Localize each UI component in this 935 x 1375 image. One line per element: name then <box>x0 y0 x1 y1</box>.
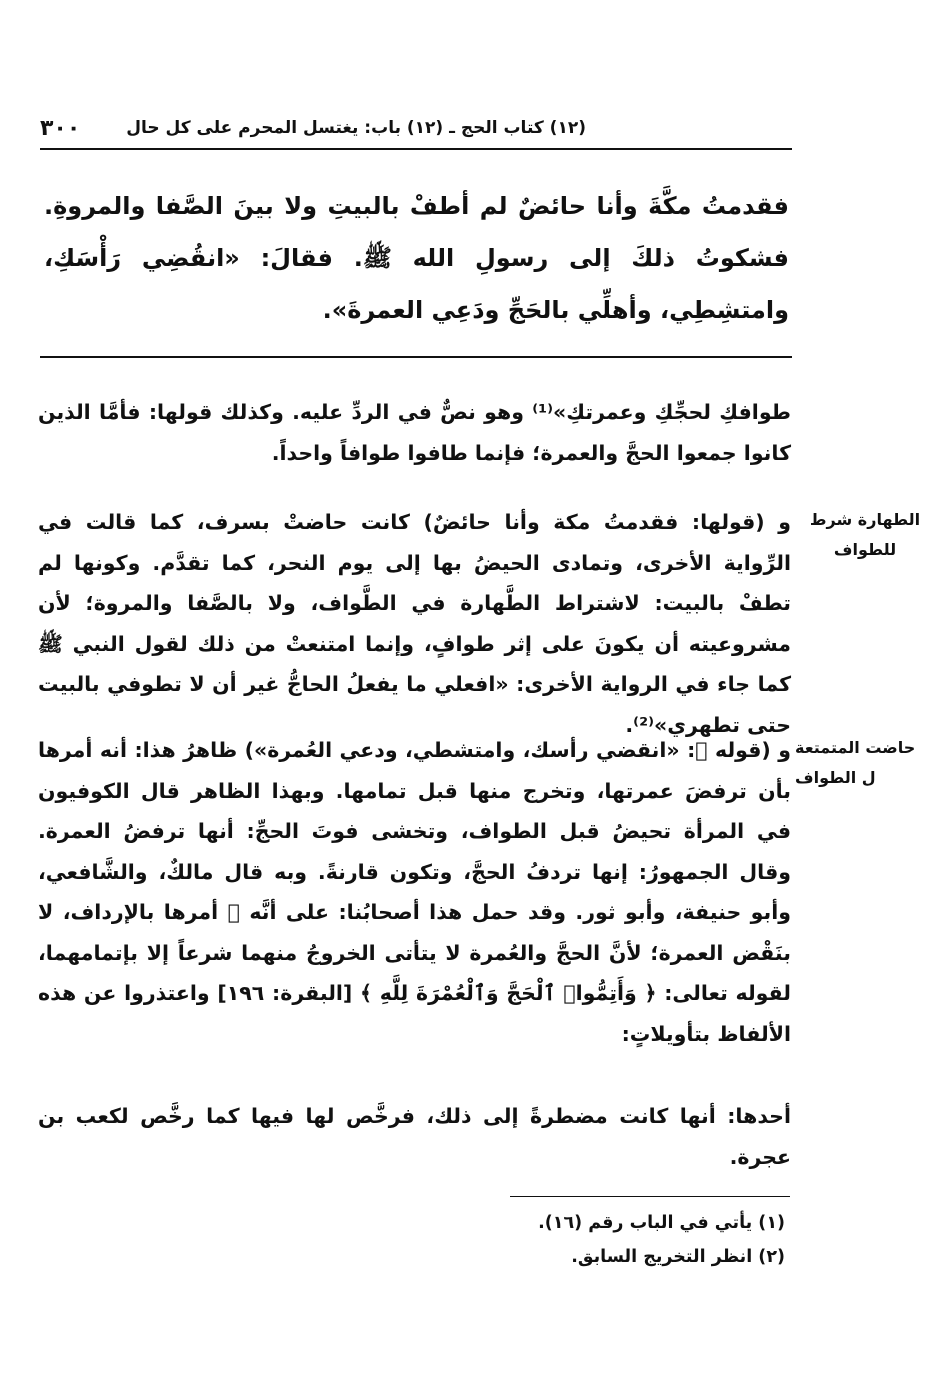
commentary-paragraph-4: أحدها: أنها كانت مضطرةً إلى ذلك، فرخَّص لها فيها كما رخَّص لكعب بن عجرة. <box>38 1104 791 1169</box>
footnote-separator <box>510 1196 790 1197</box>
commentary-paragraph-1: طوافكِ لحجِّكِ وعمرتكِ»⁽¹⁾ وهو نصٌّ في الردِّ عليه. وكذلك قولها: فأمَّا الذين كانوا جمعوا الحجَّ والعمرة؛ فإنما طافوا طوافاً واحداً. <box>38 400 791 465</box>
margin-note-purity <box>795 505 935 565</box>
hadith-text: فقدمتُ مكَّةَ وأنا حائضٌ لم أطفْ بالبيتِ ولا بينَ الصَّفا والمروةِ. فشكوتُ ذلكَ إلى رسولِ الله ﷺ. فقالَ: «انقُضِي رَأْسَكِ، وامتشِطِي، وأهلِّي بالحَجِّ ودَعِي العمرةَ». <box>44 192 789 324</box>
commentary-paragraph-3: و (قوله ﷺ: «انقضي رأسك، وامتشطي، ودعي العُمرة») ظاهرُ هذا: أنه أمرها بأن ترفضَ عمرتها، وتخرج منها قبل تمامها. وبهذا الظاهر قال الكوفيون في المرأة تحيضُ قبل الطواف، وتخشى فوتَ الحجِّ: أنها ترفضُ العمرة. وقال الجمهورُ: إنها تردفُ الحجَّ، وتكون قارنةً. وبه قال مالكٌ، والشَّافعي، وأبو حنيفة، وأبو ثور. وقد حمل هذا أصحابُنا: على أنَّه ﷺ أمرها بالإرداف، لا بنَقْض العمرة؛ لأنَّ الحجَّ والعُمرة لا يتأتى الخروجُ منهما شرعاً إلا بإتمامهما، لقوله تعالى: ﴿ وَأَتِمُّوا۟ ٱلْحَجَّ وَٱلْعُمْرَةَ لِلَّهِ ﴾ [البقرة: ١٩٦] واعتذروا عن هذه الألفاظ بتأويلاتٍ: <box>38 738 791 1046</box>
footnote-1: (١) يأتي في الباب رقم (١٦). <box>538 1213 785 1233</box>
footnotes <box>360 1206 785 1274</box>
running-head <box>40 112 792 150</box>
margin-note-line: الطهارة شرط <box>809 510 921 529</box>
margin-note-line: للطواف <box>833 540 897 559</box>
section-divider <box>40 356 792 358</box>
page-number: ٣٠٠ <box>40 116 81 141</box>
chapter-title: (١٢) كتاب الحج ـ (١٢) باب: يغتسل المحرم على كل حال <box>126 118 586 138</box>
margin-note-line: حاضت المتمتعة <box>795 738 916 757</box>
footnote-2: (٢) انظر التخريج السابق. <box>571 1247 785 1267</box>
margin-note-menstruation <box>795 733 935 793</box>
margin-note-line: ل الطواف <box>795 768 876 787</box>
commentary-paragraph-2: و (قولها: فقدمتُ مكة وأنا حائضٌ) كانت حاضتْ بسرف، كما قالت في الرِّواية الأخرى، وتمادى الحيضُ بها إلى يوم النحر، كما تقدَّم. وكونها لم تطفْ بالبيت: لاشتراط الطَّهارة في الطَّواف، ولا بالصَّفا والمروة؛ لأن مشروعيته أن يكونَ على إثر طوافٍ، وإنما امتنعتْ من ذلك لقول النبي ﷺ كما جاء في الرواية الأخرى: «افعلي ما يفعلُ الحاجُّ غير أن لا تطوفي بالبيت حتى تطهري»⁽²⁾. <box>38 510 791 737</box>
